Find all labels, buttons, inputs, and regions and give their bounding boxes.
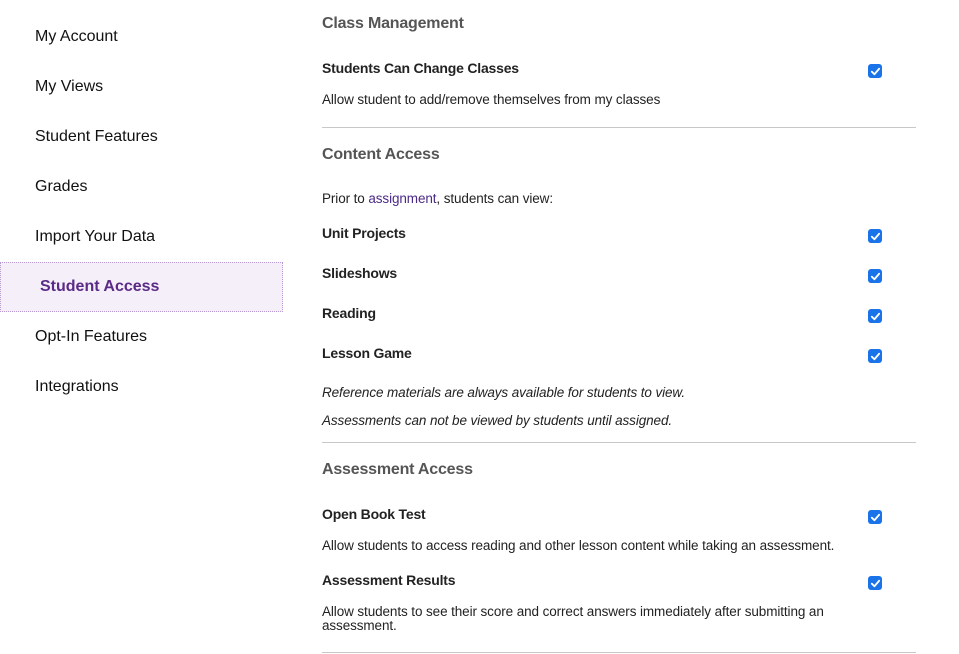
unit-projects-checkbox[interactable]: [868, 229, 882, 243]
slideshows-label: Slideshows: [322, 265, 398, 281]
sidebar-item-integrations[interactable]: Integrations: [35, 378, 119, 395]
sidebar-item-grades[interactable]: Grades: [35, 178, 88, 195]
assessment-access-title: Assessment Access: [322, 461, 473, 478]
unit-projects-label: Unit Projects: [322, 225, 406, 241]
reference-materials-note: Reference materials are always available for students to view.: [322, 385, 685, 400]
sidebar-item-student-access[interactable]: Student Access: [0, 262, 283, 312]
settings-main: [322, 0, 916, 654]
checkmark-icon: [870, 578, 881, 589]
section-divider: [322, 442, 916, 443]
open-book-test-description: Allow students to access reading and other lesson content while taking an assessment.: [322, 538, 835, 553]
prior-text: Prior to: [322, 191, 365, 206]
students-change-classes-checkbox[interactable]: [868, 64, 882, 78]
sidebar-item-my-views[interactable]: My Views: [35, 78, 104, 95]
prior-suffix: , students can view:: [436, 191, 553, 206]
checkmark-icon: [870, 351, 881, 362]
section-divider: [322, 127, 916, 128]
students-change-classes-label: Students Can Change Classes: [322, 60, 519, 76]
sidebar-item-import-your-data[interactable]: Import Your Data: [35, 228, 156, 245]
open-book-test-checkbox[interactable]: [868, 510, 882, 524]
settings-sidebar: [0, 0, 284, 654]
sidebar-item-opt-in-features[interactable]: Opt-In Features: [35, 328, 148, 345]
content-access-intro: [322, 192, 553, 206]
lesson-game-label: Lesson Game: [322, 345, 412, 361]
reading-checkbox[interactable]: [868, 309, 882, 323]
assessments-note: Assessments can not be viewed by students until assigned.: [322, 413, 673, 428]
checkmark-icon: [870, 231, 881, 242]
assessment-results-label: Assessment Results: [322, 572, 456, 588]
reading-label: Reading: [322, 305, 376, 321]
assessment-results-checkbox[interactable]: [868, 576, 882, 590]
checkmark-icon: [870, 512, 881, 523]
sidebar-item-student-features[interactable]: Student Features: [35, 128, 158, 145]
checkmark-icon: [870, 311, 881, 322]
content-access-title: Content Access: [322, 146, 440, 163]
checkmark-icon: [870, 271, 881, 282]
assessment-results-description: Allow students to see their score and correct answers immediately after submitting an assessment.: [322, 604, 824, 633]
lesson-game-checkbox[interactable]: [868, 349, 882, 363]
checkmark-icon: [870, 66, 881, 77]
open-book-test-label: Open Book Test: [322, 506, 426, 522]
class-management-title: Class Management: [322, 15, 464, 32]
section-divider: [322, 652, 916, 653]
students-change-classes-description: Allow student to add/remove themselves from my classes: [322, 92, 661, 107]
sidebar-item-my-account[interactable]: My Account: [35, 28, 118, 45]
slideshows-checkbox[interactable]: [868, 269, 882, 283]
assignment-link[interactable]: assignment: [368, 191, 437, 206]
